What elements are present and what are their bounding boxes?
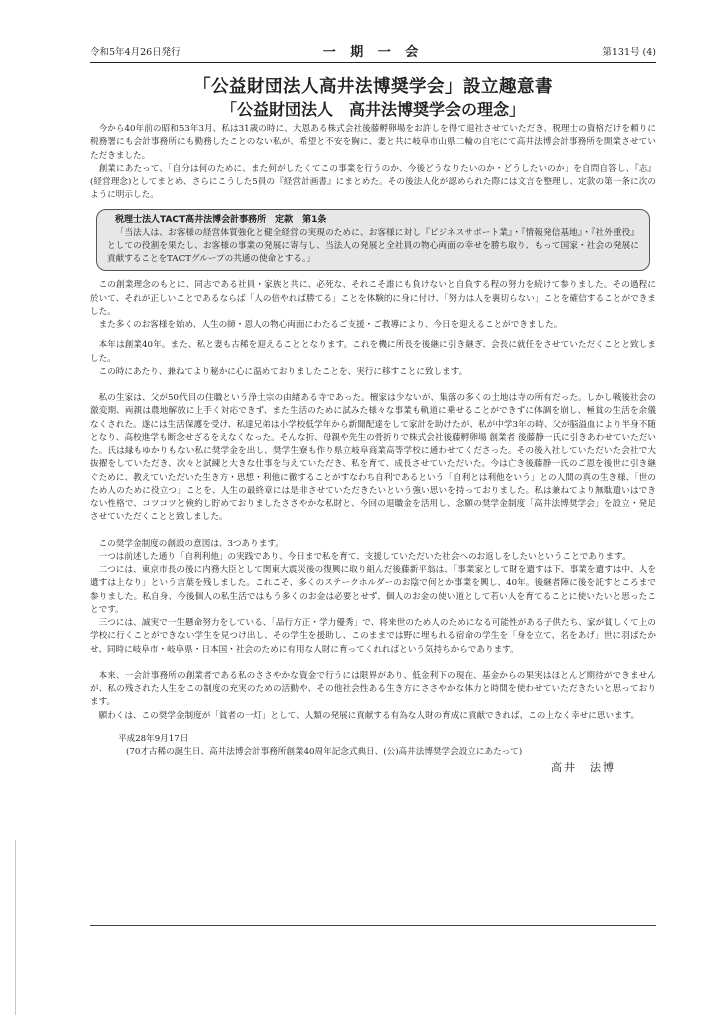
article-title: 「公益財団法人高井法博奨学会」設立趣意書 <box>193 77 553 97</box>
margin-line <box>15 840 16 1015</box>
issue-number: 第131号 (4) <box>602 47 656 58</box>
paragraph-gratitude: また多くのお客様を始め、人生の師・恩人の物心両面にわたるご支援・ご教導により、今日を迎えることができました。 <box>98 320 563 330</box>
paragraph-limits: 本来、一会計事務所の創業者である私のささやかな資金で行うには限界があり、低金利下の現在、基金からの果実はほとんど期待ができませんが、私の残された人生をこの制度の充実のための活動や、その他社会性ある生き方にささやかな体力と時間を使わせていただきたいと思っております。 <box>90 670 656 708</box>
signoff <box>90 733 656 776</box>
paragraph-founding: 今から40年前の昭和53年3月、私は31歳の時に、大恩ある株式会社後藤孵卵場をお許しを得て退社させていただき、税理士の資格だけを頼りに税務署にも会計事務所にも勤務したことのない私が、希望と不安を胸に、妻と共に岐阜市山県二輪の自宅にて高井法博会計事務所を開業させていただきました。 <box>90 124 656 161</box>
header-rule <box>90 62 656 63</box>
newsletter-name: 一 期 一 会 <box>322 45 424 60</box>
issue-date: 令和5年4月26日発行 <box>90 47 181 58</box>
footer-rule <box>90 925 656 926</box>
box-title: 税理士法人TACT高井法博会計事務所 定款 第1条 <box>115 214 327 225</box>
paragraph-anniversary: 本年は創業40年。また、私と妻も古稀を迎えることとなります。これを機に所長を後継に引き継ぎ、会長に就任をさせていただくことと致しました。 <box>90 340 656 364</box>
signoff-author: 高井 法博 <box>551 760 616 774</box>
paragraph-effort: この創業理念のもとに、同志である社員・家族と共に、必死な、それこそ誰にも負けないと自負する程の努力を続けて参りました。その過程に於いて、それが正しいことであるならば「人の倍やれば勝てる」ことを体験的に身に付け、「努力は人を裏切らない」ことを確信することができました。 <box>90 280 656 317</box>
signoff-date: 平成28年9月17日 <box>118 733 189 744</box>
paragraph-decision: この時にあたり、兼ねてより秘かに心に温めておりましたことを、実行に移すことに致します。 <box>98 366 468 377</box>
article-subtitle: 「公益財団法人 高井法博奨学会の理念」 <box>220 100 525 119</box>
paragraph-intent-3: 三つには、誠実で一生懸命努力をしている、「品行方正・学力優秀」で、将来世のため人のためになる可能性がある子供たち、家が貧しくて上の学校に行くことができない学生を見つけ出し、その学生を援助し、このままでは野に埋もれる宿命の学生を「身を立て、名をあげ」世に羽ばたかせ、同時に岐阜市・岐阜県・日本国・社会のために有用な人財に育ってくれればという気持ちからであります。 <box>90 618 656 655</box>
signoff-note: (70才古稀の誕生日、高井法博会計事務所創業40周年記念式典日、(公)高井法博奨学会設立にあたって) <box>126 747 523 758</box>
box-text: 「当法人は、お客様の経営体質強化と健全経営の実現のために、お客様に対し『ビジネスサポート業』・『情報発信基地』・『社外重役』としての役割を果たし、お客様の事業の発展に寄与し、当法人の発展と全社員の物心両面の幸せを勝ち取り、もって国家・社会の発展に貢献することをTACTグループの共通の使命とする。」 <box>107 227 639 264</box>
page-header <box>90 42 656 58</box>
paragraph-intent-2: 二つには、東京市長の後に内務大臣として関東大震災後の復興に取り組んだ後藤新平翁は、「事業家として財を遺すは下、事業を遺すは中、人を遺すは上なり」という言葉を残しました。これこそ、多くのステークホルダーのお陰で何とか事業を興し、40年。後継者陣に後を託すところまで参りました。私自身、今後個人の私生活ではもう多くのお金は必要とせず、個人のお金の使い道として若い人を育てることに使いたいと思ったことです。 <box>90 565 656 615</box>
paragraph-background: 私の生家は、父が50代目の住職という浄土宗の由緒ある寺であった。檀家は少ないが、集落の多くの土地は寺の所有だった。しかし戦後社会の激変期、両親は農地解放に上手く対応できず、また生活のために試みた様々な事業も軌道に乗せることができずに体調を崩し、極貧の生活を余儀なくされた。遂には生活保護を受け、私達兄弟は小学校低学年から新聞配達をして家計を助けたが、私が中学3年の時、父が脳溢血により半身不随となり、高校進学も断念せざるをえなくなった。そんな折、母親や先生の骨折りで株式会社後藤孵卵場 創業者 後藤静一氏に引きあわせていただいた。氏は縁もゆかりもない私に奨学金を出し、奨学生寮も作り県立岐阜商業高等学校に通わせてくださった。その後入社していただいた会社で大抜擢をしていただき、次々と試練と大きな仕事を与えていただき、私を育て、成長させていただいた。今は亡き後藤静一氏のご恩を後世に引き継ぐために、教えていただいた生き方・思想・利他に徹することがすなわち自利であるという「自利とは利他をいう」との人間の真の生き様、「世のため人のために役立つ」ことを、人生の最終章には是非させていただきたいという強い思いを持っておりました。私は兼ねてより無駄遣いはできない性格で、コツコツと倹約し貯めておりましたささやかな私財と、今回の退職金を活用し、念願の奨学金制度「高井法博奨学会」を設立・発足させていただくことと致しました。 <box>90 393 656 523</box>
articles-of-incorporation-box <box>96 209 650 272</box>
article-body <box>90 123 656 776</box>
paragraph-intent-1: 一つは前述した通り「自利利他」の実践であり、今日まで私を育て、支援していただいた社会へのお返しをしたいということであります。 <box>98 551 631 562</box>
article-titles <box>90 75 656 121</box>
paragraph-wish: 願わくは、この奨学金制度が「貧者の一灯」として、人類の発展に貢献する有為な人財の育成に貢献できれば、この上なく幸せに思います。 <box>98 710 640 721</box>
paragraph-philosophy: 創業にあたって、「自分は何のために、また何がしたくてこの事業を行うのか、今後どうなりたいのか・どうしたいのか」を自問自答し、『志』(経営理念)としてまとめ、さらにこうした5員の『経営計画書』にまとめた。その後法人化が認められた際には文言を整理し、定款の第一条に次のように明示した。 <box>90 163 656 201</box>
paragraph-intent-intro: この奨学金制度の創設の意図は、3つあります。 <box>98 538 284 549</box>
